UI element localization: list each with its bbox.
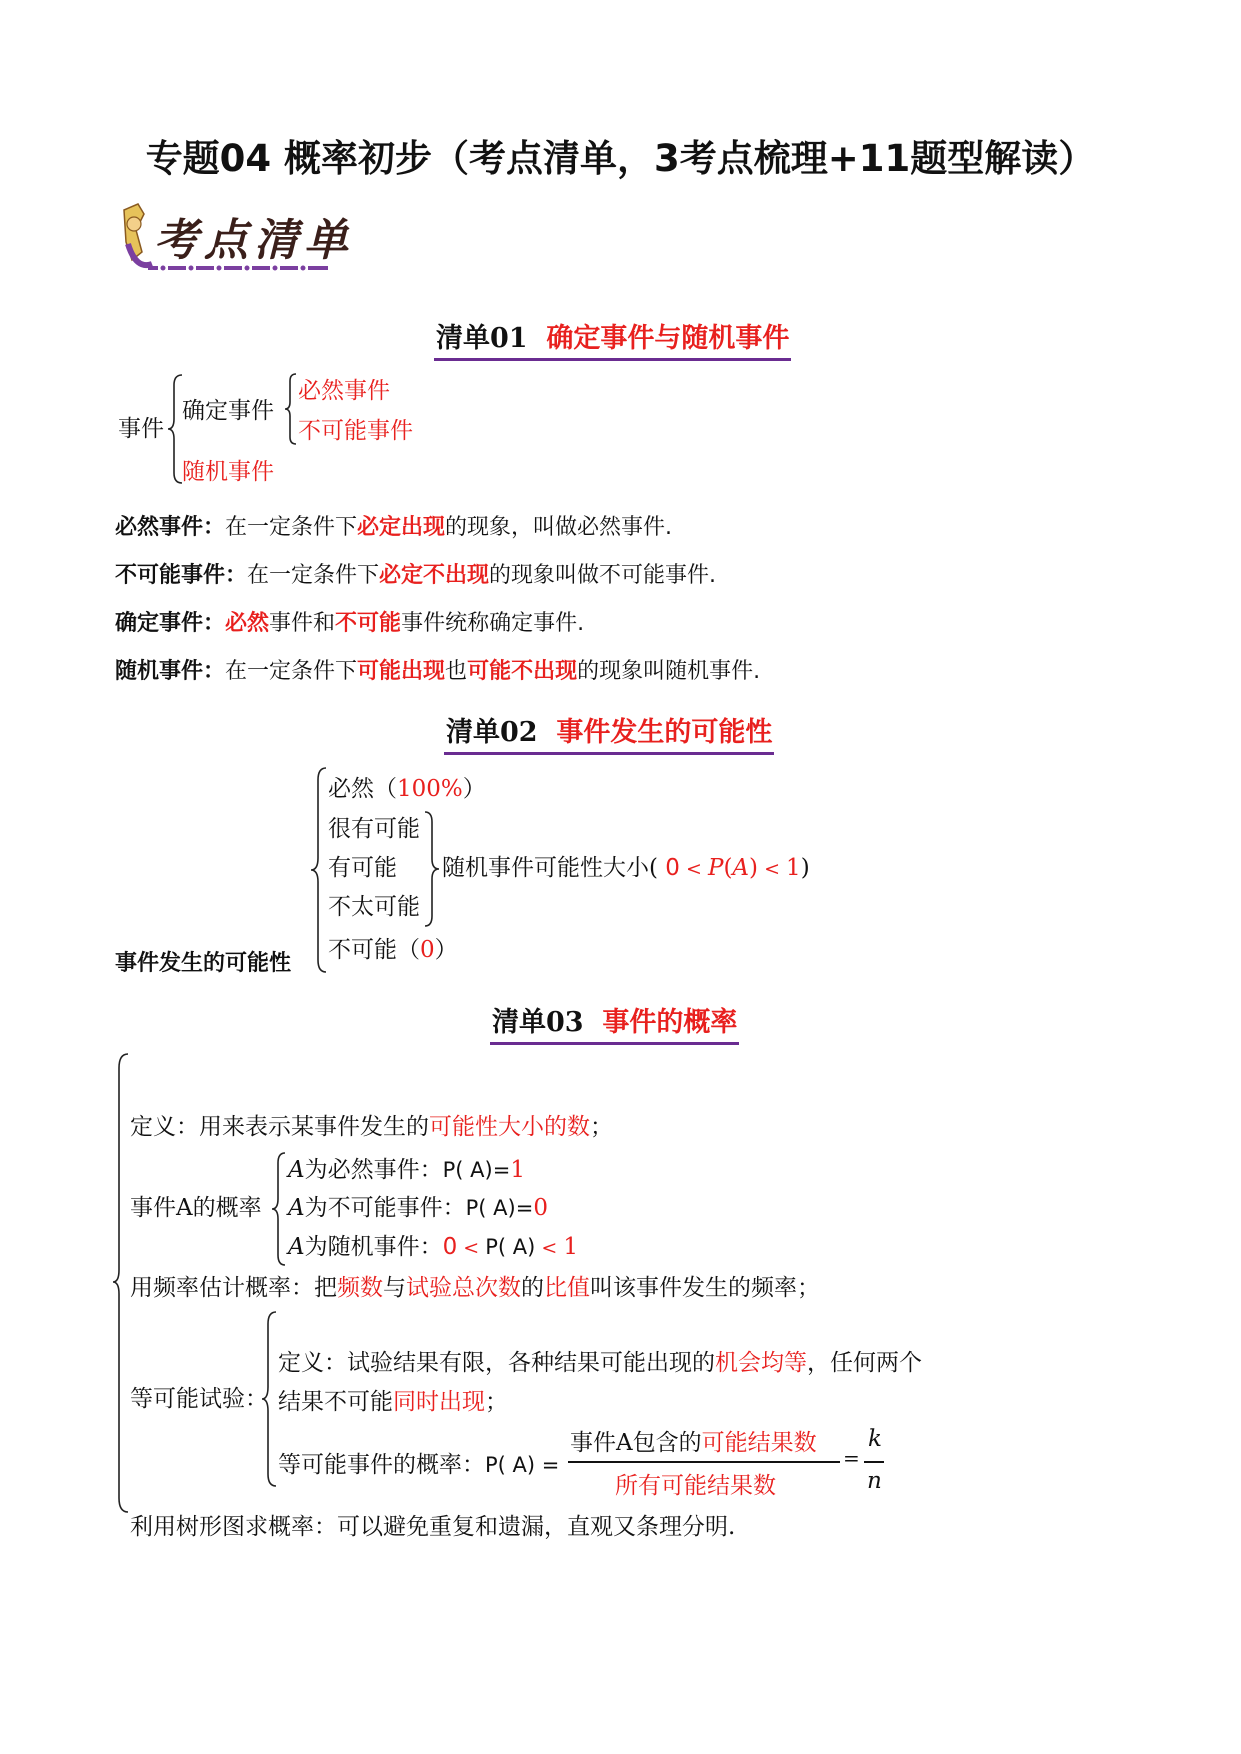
n-denominator: n [867,1468,882,1494]
section-label: 清单 [446,717,500,748]
tree1-certain-brace [283,372,299,446]
frequency-estimate: 用频率估计概率：把频数与试验总次数的比值叫该事件发生的频率； [130,1275,820,1301]
fraction-denominator: 所有可能结果数 [615,1473,776,1499]
section-03-heading [492,1000,737,1039]
equal-trial-label: 等可能试验： [130,1386,268,1412]
section-title: 事件发生的可能性 [556,717,773,748]
tree2-necessary: 必然（100%） [328,776,486,802]
tree2-likely: 有可能 [328,855,397,881]
event-a-probability-label: 事件A的概率 [130,1195,262,1221]
section-label: 清单 [492,1007,546,1038]
tree1-impossible: 不可能事件 [298,418,413,444]
section-01-heading [436,316,789,355]
equal-probability-label: 等可能事件的概率：P( A) = [278,1452,560,1478]
checklist-badge [118,200,366,280]
tree1-certain: 确定事件 [182,398,274,424]
tree2-main-brace [309,766,329,974]
tree1-necessary: 必然事件 [298,378,390,404]
k-n-bar [864,1461,884,1463]
tree-diagram-method: 利用树形图求概率：可以避免重复和遗漏，直观又条理分明. [130,1514,736,1540]
case-random: A为随机事件：0 < P( A) < 1 [288,1234,578,1260]
definition-necessary: 必然事件：在一定条件下必定出现的现象，叫做必然事件. [115,515,673,540]
tree2-very-likely: 很有可能 [328,816,420,842]
section03-main-brace [111,1052,131,1514]
tree1-random: 随机事件 [182,459,274,485]
fraction-numerator: 事件A包含的可能结果数 [570,1430,817,1456]
section-title: 事件的概率 [602,1007,738,1038]
tree2-impossible: 不可能（0） [328,937,458,963]
tree1-root: 事件 [118,416,164,442]
case-certain: A为必然事件：P( A)=1 [288,1157,525,1183]
section-number: 03 [546,1007,584,1038]
definition-random: 随机事件：在一定条件下可能出现也可能不出现的现象叫随机事件. [115,659,761,684]
tree2-likely-brace [423,810,441,928]
case-impossible: A为不可能事件：P( A)=0 [288,1195,548,1221]
section-number: 02 [500,717,538,748]
equal-definition-line1: 定义：试验结果有限，各种结果可能出现的机会均等，任何两个 [278,1350,922,1376]
fraction-bar [568,1461,840,1463]
event-a-brace [270,1151,288,1267]
section-title: 确定事件与随机事件 [546,323,790,354]
definition-impossible: 不可能事件：在一定条件下必定不出现的现象叫做不可能事件. [115,563,717,588]
k-over-n: k [868,1426,882,1452]
tree2-unlikely: 不太可能 [328,894,420,920]
page-title: 专题04 概率初步（考点清单，3考点梳理+11题型解读） [145,137,1096,180]
equals-sign: = [843,1446,860,1470]
tree2-random-range: 随机事件可能性大小( 0 < P(A) < 1) [442,855,810,881]
badge-text: 考点清单 [154,215,354,266]
probability-definition: 定义：用来表示某事件发生的可能性大小的数； [130,1114,613,1140]
equal-trial-brace [260,1310,280,1488]
equal-definition-line2: 结果不可能同时出现； [278,1389,508,1415]
definition-certain: 确定事件：必然事件和不可能事件统称确定事件. [115,611,585,636]
section-label: 清单 [436,323,490,354]
tree2-root: 事件发生的可能性 [115,951,292,976]
section-number: 01 [490,323,528,354]
section-02-heading [446,710,772,749]
